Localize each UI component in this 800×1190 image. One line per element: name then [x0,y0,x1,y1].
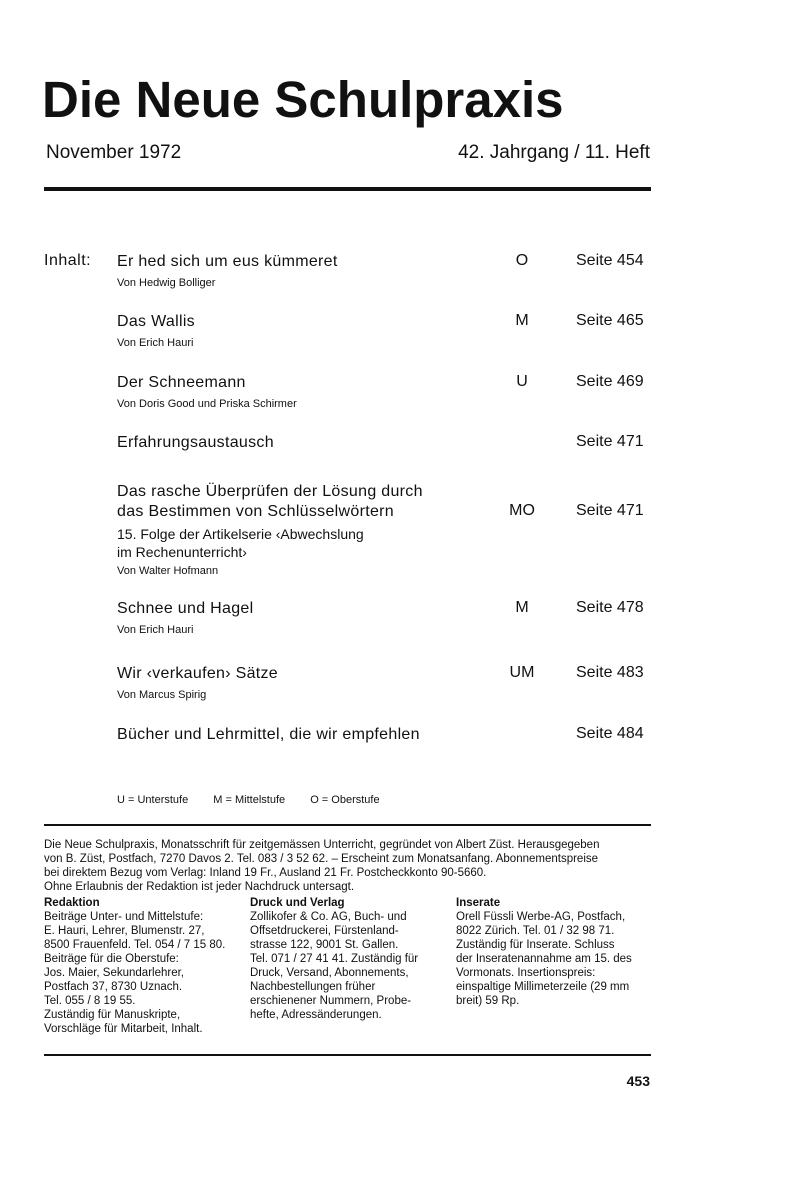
toc-entry-title: Er hed sich um eus kümmeret [117,253,338,270]
toc-entry-level: UM [509,664,535,681]
level-legend [117,794,402,806]
toc-entry-author: Von Erich Hauri [117,337,194,349]
column-line: Zuständig für Manuskripte, [44,1009,181,1021]
toc-entry-page: Seite 471 [576,502,644,519]
column-line: Zuständig für Inserate. Schluss [456,939,615,951]
column-inserate [456,896,632,1008]
column-line: E. Hauri, Lehrer, Blumenstr. 27, [44,925,205,937]
toc-entry-subtitle-line1: 15. Folge der Artikelserie ‹Abwechslung [117,526,364,542]
toc-entry[interactable] [117,725,652,745]
column-line: Jos. Maier, Sekundarlehrer, [44,967,184,979]
toc-entry-page: Seite 483 [576,664,644,681]
toc-entry-page: Seite 484 [576,725,644,742]
toc-entry-author: Von Erich Hauri [117,624,194,636]
issue-date: November 1972 [46,142,182,163]
column-line: Vormonats. Insertionspreis: [456,967,596,979]
toc-entry-title: Wir ‹verkaufen› Sätze [117,665,279,682]
toc-entry-title: Bücher und Lehrmittel, die wir empfehlen [117,726,420,743]
toc-entry-subtitle-line2: im Rechenunterricht› [117,544,247,560]
toc-entry-author: Von Hedwig Bolliger [117,277,216,289]
column-line: einspaltige Millimeterzeile (29 mm [456,981,630,993]
page-number: 453 [626,1073,650,1089]
column-line: Orell Füssli Werbe-AG, Postfach, [456,911,626,923]
toc-entry[interactable] [117,312,652,350]
toc-entry[interactable] [117,482,652,578]
toc-entry-level: MO [509,502,535,519]
toc-entry-title: Schnee und Hagel [117,600,254,617]
issue-volume: 42. Jahrgang / 11. Heft [458,142,650,163]
toc-entry-title: Der Schneemann [117,374,246,391]
legend-oberstufe: O = Oberstufe [310,794,380,806]
imprint-bottom-rule [44,1054,651,1056]
imprint-line: Die Neue Schulpraxis, Monatsschrift für zeitgemässen Unterricht, gegründet von Albert Züst. Herausgegeben [44,839,600,851]
toc-entry-level: M [515,312,529,329]
toc-entry-title-line1: Das rasche Überprüfen der Lösung durch [117,483,423,500]
column-heading: Druck und Verlag [250,897,345,909]
toc-label: Inhalt: [44,252,92,269]
column-line: erschienener Nummern, Probe- [250,995,412,1007]
column-line: Nachbestellungen früher [250,981,376,993]
masthead-rule [44,187,651,191]
toc-entry-author: Von Doris Good und Priska Schirmer [117,398,297,410]
legend-mittelstufe: M = Mittelstufe [213,794,286,806]
column-druck-und-verlag [250,896,418,1022]
toc-entry[interactable] [117,599,652,637]
toc-entry-author: Von Walter Hofmann [117,565,219,577]
column-line: Postfach 37, 8730 Uznach. [44,981,183,993]
column-line: hefte, Adressänderungen. [250,1009,382,1021]
toc-entry-page: Seite 471 [576,433,644,450]
toc-entry-author: Von Marcus Spirig [117,689,207,701]
toc-entry[interactable] [117,373,652,411]
column-line: 8500 Frauenfeld. Tel. 054 / 7 15 80. [44,939,226,951]
toc-entry[interactable] [117,252,652,290]
column-heading: Inserate [456,897,501,909]
toc-entry-level: U [516,373,528,390]
column-line: strasse 122, 9001 St. Gallen. [250,939,399,951]
imprint-line: von B. Züst, Postfach, 7270 Davos 2. Tel. 083 / 3 52 62. – Erscheint zum Monatsanfang. Abonnementspreise [44,853,599,865]
column-line: Vorschläge für Mitarbeit, Inhalt. [44,1023,203,1035]
toc-entry-page: Seite 478 [576,599,644,616]
column-line: breit) 59 Rp. [456,995,520,1007]
column-redaktion [44,896,225,1036]
imprint-text [44,838,654,894]
imprint-line: Ohne Erlaubnis der Redaktion ist jeder Nachdruck untersagt. [44,881,355,893]
imprint-top-rule [44,824,651,826]
column-line: Beiträge für die Oberstufe: [44,953,179,965]
column-line: Zollikofer & Co. AG, Buch- und [250,911,407,923]
column-line: der Inseratenannahme am 15. des [456,953,632,965]
toc-entry-title: Erfahrungsaustausch [117,434,274,451]
toc-entry-page: Seite 469 [576,373,644,390]
toc-entry-title-line2: das Bestimmen von Schlüsselwörtern [117,503,394,520]
toc-entry-page: Seite 465 [576,312,644,329]
column-heading: Redaktion [44,897,100,909]
column-line: Druck, Versand, Abonnements, [250,967,409,979]
toc-entry-title: Das Wallis [117,313,195,330]
column-line: 8022 Zürich. Tel. 01 / 32 98 71. [456,925,615,937]
toc-entry-level: O [515,252,529,269]
toc-entry-page: Seite 454 [576,252,644,269]
column-line: Tel. 055 / 8 19 55. [44,995,136,1007]
toc-entry[interactable] [117,664,652,702]
toc-entry-level: M [515,599,529,616]
imprint-line: bei direktem Bezug vom Verlag: Inland 19 Fr., Ausland 21 Fr. Postcheckkonto 90-5660. [44,867,487,879]
toc-entry[interactable] [117,433,652,453]
column-line: Offsetdruckerei, Fürstenland- [250,925,399,937]
column-line: Tel. 071 / 27 41 41. Zuständig für [250,953,419,965]
column-line: Beiträge Unter- und Mittelstufe: [44,911,204,923]
magazine-title: Die Neue Schulpraxis [42,71,564,128]
legend-unterstufe: U = Unterstufe [117,794,189,806]
